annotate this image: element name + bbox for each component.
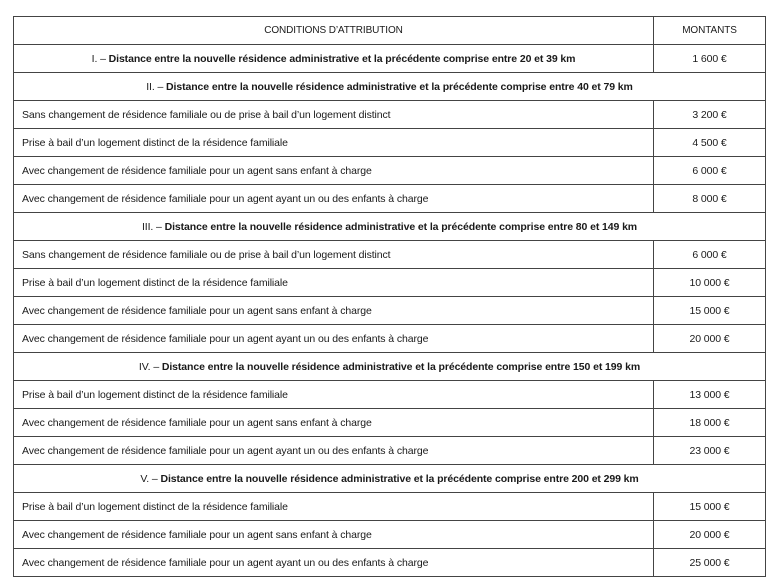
condition-cell: Avec changement de résidence familiale pour un agent sans enfant à charge — [14, 157, 654, 185]
table-row — [14, 437, 766, 465]
amount-cell: 8 000 € — [654, 185, 766, 213]
condition-cell: Prise à bail d’un logement distinct de la résidence familiale — [14, 269, 654, 297]
amount-cell: 18 000 € — [654, 409, 766, 437]
amount-cell: 15 000 € — [654, 493, 766, 521]
table-row — [14, 129, 766, 157]
section-numeral: V. – — [140, 472, 161, 485]
condition-cell: Avec changement de résidence familiale pour un agent ayant un ou des enfants à charge — [14, 325, 654, 353]
table-row — [14, 241, 766, 269]
amount-cell: 6 000 € — [654, 157, 766, 185]
section-title-cell — [14, 73, 766, 101]
table-row — [14, 269, 766, 297]
amount-cell: 6 000 € — [654, 241, 766, 269]
section-title: Distance entre la nouvelle résidence administrative et la précédente comprise entre 80 et 149 km — [164, 220, 638, 233]
condition-cell: Avec changement de résidence familiale pour un agent ayant un ou des enfants à charge — [14, 549, 654, 577]
section-numeral: II. – — [146, 80, 167, 93]
section-numeral: I. – — [91, 52, 109, 65]
section-title-cell — [14, 45, 654, 73]
condition-cell: Avec changement de résidence familiale pour un agent sans enfant à charge — [14, 409, 654, 437]
amount-cell: 13 000 € — [654, 381, 766, 409]
condition-cell: Avec changement de résidence familiale pour un agent sans enfant à charge — [14, 521, 654, 549]
section-title-cell — [14, 465, 766, 493]
condition-cell: Prise à bail d’un logement distinct de la résidence familiale — [14, 381, 654, 409]
table-row — [14, 381, 766, 409]
amount-cell: 23 000 € — [654, 437, 766, 465]
table-row — [14, 409, 766, 437]
table-row — [14, 185, 766, 213]
table-header-row — [14, 17, 766, 45]
amount-cell: 4 500 € — [654, 129, 766, 157]
section-row — [14, 353, 766, 381]
section-row — [14, 213, 766, 241]
header-conditions: CONDITIONS D’ATTRIBUTION — [14, 17, 654, 45]
amount-cell: 1 600 € — [654, 45, 766, 73]
section-title: Distance entre la nouvelle résidence administrative et la précédente comprise entre 200 et 299 km — [160, 472, 639, 485]
table-row — [14, 521, 766, 549]
amount-cell: 20 000 € — [654, 521, 766, 549]
table-row — [14, 101, 766, 129]
section-row — [14, 45, 766, 73]
header-amounts: MONTANTS — [654, 17, 766, 45]
table-row — [14, 325, 766, 353]
section-row — [14, 73, 766, 101]
section-title-cell — [14, 353, 766, 381]
condition-cell: Avec changement de résidence familiale pour un agent sans enfant à charge — [14, 297, 654, 325]
section-title: Distance entre la nouvelle résidence administrative et la précédente comprise entre 150 et 199 km — [161, 360, 641, 373]
condition-cell: Prise à bail d’un logement distinct de la résidence familiale — [14, 493, 654, 521]
section-numeral: IV. – — [138, 360, 162, 373]
section-title-cell — [14, 213, 766, 241]
amount-cell: 15 000 € — [654, 297, 766, 325]
allowance-table — [13, 16, 766, 577]
condition-cell: Sans changement de résidence familiale ou de prise à bail d’un logement distinct — [14, 101, 654, 129]
condition-cell: Avec changement de résidence familiale pour un agent ayant un ou des enfants à charge — [14, 437, 654, 465]
condition-cell: Avec changement de résidence familiale pour un agent ayant un ou des enfants à charge — [14, 185, 654, 213]
amount-cell: 10 000 € — [654, 269, 766, 297]
section-row — [14, 465, 766, 493]
table-row — [14, 297, 766, 325]
table-row — [14, 157, 766, 185]
section-title: Distance entre la nouvelle résidence administrative et la précédente comprise entre 20 et 39 km — [108, 52, 576, 65]
table-row — [14, 549, 766, 577]
amount-cell: 25 000 € — [654, 549, 766, 577]
condition-cell: Prise à bail d’un logement distinct de la résidence familiale — [14, 129, 654, 157]
condition-cell: Sans changement de résidence familiale ou de prise à bail d’un logement distinct — [14, 241, 654, 269]
table-row — [14, 493, 766, 521]
section-title: Distance entre la nouvelle résidence administrative et la précédente comprise entre 40 et 79 km — [166, 80, 633, 93]
amount-cell: 20 000 € — [654, 325, 766, 353]
section-numeral: III. – — [141, 220, 165, 233]
amount-cell: 3 200 € — [654, 101, 766, 129]
